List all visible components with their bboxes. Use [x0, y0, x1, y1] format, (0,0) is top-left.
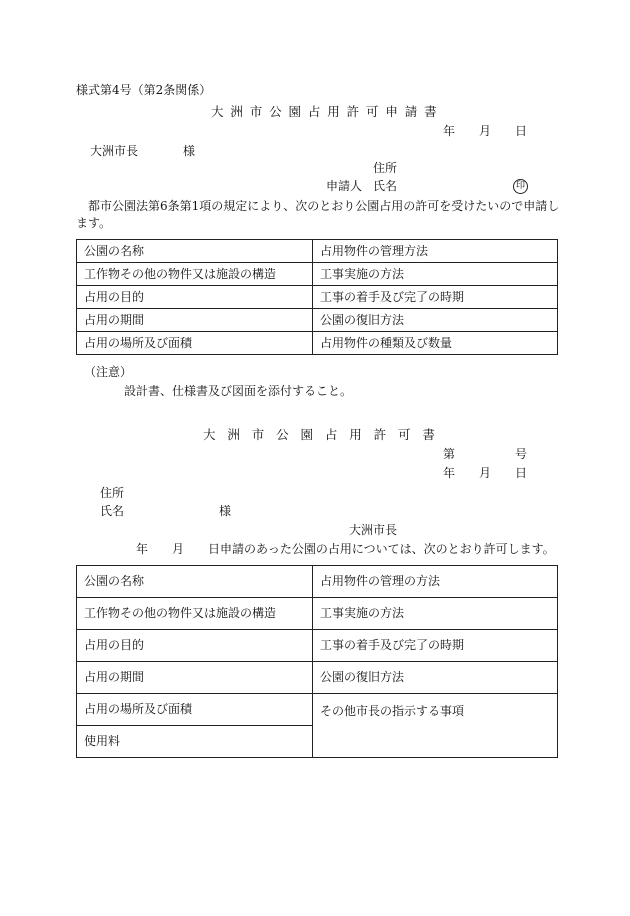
permit-number-suffix: 号: [515, 447, 528, 461]
application-table-cell: 工事の着手及び完了の時期: [313, 286, 558, 309]
application-table-cell: 占用の期間: [77, 309, 313, 332]
permit-table-cell: 工作物その他の物件又は施設の構造: [77, 598, 313, 630]
application-table-cell: 占用物件の管理方法: [313, 240, 558, 263]
application-date-day: 日: [515, 124, 528, 138]
application-addressee-suffix: 様: [183, 144, 196, 158]
permit-table-cell: 使用料: [77, 726, 313, 758]
application-addressee: 大洲市長: [90, 144, 139, 158]
application-name-label: 氏名: [373, 179, 398, 193]
application-date-year: 年: [443, 124, 456, 138]
permit-name-suffix: 様: [219, 504, 232, 518]
permit-table-cell: 占用の場所及び面積: [77, 694, 313, 726]
permit-table-cell: 公園の復旧方法: [313, 662, 558, 694]
permit-body-text: 日申請のあった公園の占用については、次のとおり許可します。: [208, 542, 555, 556]
application-body-text: 都市公園法第6条第1項の規定により、次のとおり公園占用の許可を受けたいので申請します。: [76, 199, 560, 230]
permit-table-cell: 占用物件の管理の方法: [313, 566, 558, 598]
application-table-cell: 工作物その他の物件又は施設の構造: [77, 263, 313, 286]
permit-table-cell: 工事実施の方法: [313, 598, 558, 630]
application-table-cell: 占用の場所及び面積: [77, 332, 313, 355]
application-table: [76, 239, 558, 355]
permit-issuer: 大洲市長: [349, 523, 398, 537]
permit-name-label: 氏名: [100, 504, 125, 518]
permit-date-day: 日: [515, 466, 528, 480]
applicant-label: 申請人: [326, 179, 363, 193]
application-table-cell: 占用の目的: [77, 286, 313, 309]
permit-table-cell: 公園の名称: [77, 566, 313, 598]
permit-number-prefix: 第: [443, 447, 456, 461]
application-title: 大洲市公園占用許可申請書: [211, 104, 444, 119]
permit-address-label: 住所: [100, 486, 125, 500]
permit-date-month: 月: [479, 466, 492, 480]
note-text: 設計書、仕様書及び図面を添付すること。: [124, 384, 353, 398]
form-number-label: 様式第4号（第2条関係）: [76, 83, 212, 97]
permit-date-year: 年: [443, 466, 456, 480]
permit-table-cell: 占用の目的: [77, 630, 313, 662]
application-address-label: 住所: [373, 161, 398, 175]
application-table-cell: 工事実施の方法: [313, 263, 558, 286]
note-heading: （注意）: [84, 365, 133, 379]
permit-title: 大洲市公園占用許可書: [203, 427, 447, 442]
application-table-cell: 公園の復旧方法: [313, 309, 558, 332]
permit-table-cell: その他市長の指示する事項: [313, 694, 558, 758]
application-date-month: 月: [479, 124, 492, 138]
seal-mark: 印: [513, 179, 528, 194]
permit-table-cell: 占用の期間: [77, 662, 313, 694]
application-table-cell: 占用物件の種類及び数量: [313, 332, 558, 355]
permit-table: [76, 565, 558, 758]
permit-body-month: 月: [172, 542, 185, 556]
permit-table-cell: 工事の着手及び完了の時期: [313, 630, 558, 662]
application-table-cell: 公園の名称: [77, 240, 313, 263]
permit-body-year: 年: [136, 542, 149, 556]
